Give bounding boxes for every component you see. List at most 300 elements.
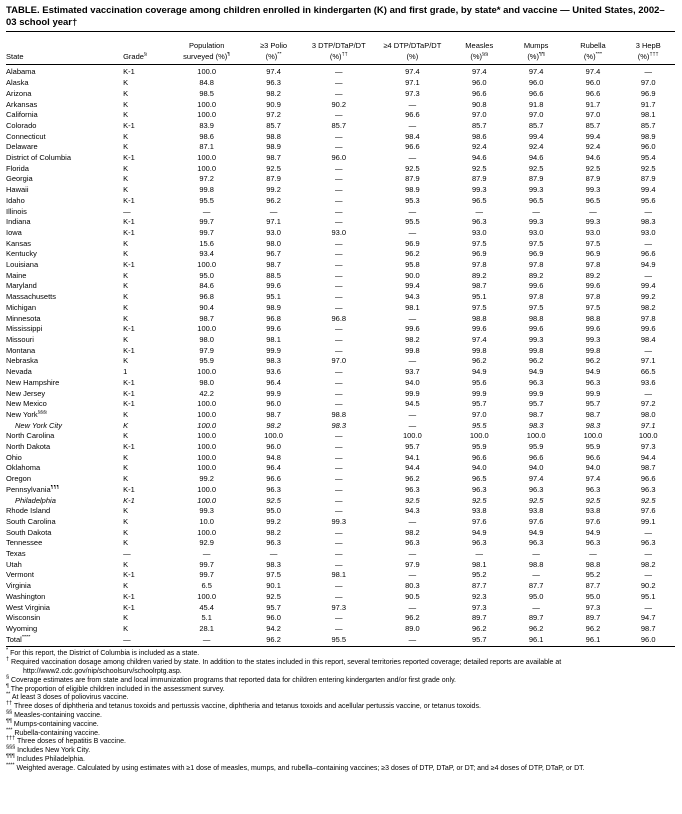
value-cell: 100.0 xyxy=(197,420,217,430)
state-name: Oklahoma xyxy=(6,463,41,473)
value-cell: — xyxy=(335,238,343,248)
value-cell: 97.8 xyxy=(640,313,656,323)
value-cell: 100.0 xyxy=(197,399,217,409)
state-name: Montana xyxy=(6,345,36,355)
value-cell: 96.5 xyxy=(528,195,544,205)
column-header: (%)†† xyxy=(304,52,374,65)
value-cell: 98.8 xyxy=(266,131,281,141)
table-row xyxy=(6,249,675,260)
value-cell: — xyxy=(335,442,343,452)
grade-cell: K xyxy=(123,142,129,152)
value-cell: 98.0 xyxy=(199,334,214,344)
table-row xyxy=(6,378,675,389)
value-cell: 95.5 xyxy=(405,217,420,227)
table-row xyxy=(6,613,675,624)
value-cell: 6.5 xyxy=(201,581,212,591)
value-cell: 94.7 xyxy=(640,613,656,623)
value-cell: 98.7 xyxy=(266,153,281,163)
grade-cell: K xyxy=(123,463,129,473)
grade-cell: K-1 xyxy=(123,324,135,334)
table-row xyxy=(6,164,675,175)
value-cell: 96.2 xyxy=(405,249,420,259)
value-cell: 100.0 xyxy=(197,442,217,452)
value-cell: 98.2 xyxy=(405,334,420,344)
value-cell: 93.4 xyxy=(199,249,214,259)
value-cell: 92.5 xyxy=(471,163,487,173)
value-cell: 96.0 xyxy=(266,613,281,623)
table-row xyxy=(6,517,675,528)
column-header-top: Rubella xyxy=(580,41,606,50)
value-cell: 95.2 xyxy=(585,570,601,580)
footnote-marker: **** xyxy=(6,762,15,769)
value-cell: — xyxy=(532,549,540,559)
value-cell: 96.0 xyxy=(471,78,487,88)
value-cell: 99.8 xyxy=(405,345,420,355)
value-cell: 96.6 xyxy=(405,110,420,120)
table-row xyxy=(6,314,675,325)
value-cell: 95.1 xyxy=(266,292,281,302)
footnote-marker: ¶¶¶ xyxy=(6,753,15,760)
value-cell: 85.7 xyxy=(585,120,601,130)
value-cell: — xyxy=(644,388,652,398)
state-name: Florida xyxy=(6,163,29,173)
state-name: Alaska xyxy=(6,78,29,88)
value-cell: 87.9 xyxy=(585,174,601,184)
state-name: Vermont xyxy=(6,570,34,580)
value-cell: 97.0 xyxy=(585,110,601,120)
value-cell: 95.9 xyxy=(585,442,601,452)
value-cell: 45.4 xyxy=(199,602,214,612)
table-row xyxy=(6,196,675,207)
table-row xyxy=(6,271,675,282)
grade-cell: K xyxy=(123,516,129,526)
value-cell: 96.0 xyxy=(585,78,601,88)
value-cell: 87.9 xyxy=(471,174,487,184)
value-cell: 97.0 xyxy=(331,356,347,366)
value-cell: — xyxy=(335,559,343,569)
grade-cell: K xyxy=(123,623,129,633)
state-name: New Jersey xyxy=(6,388,46,398)
value-cell: 97.3 xyxy=(585,602,601,612)
value-cell: — xyxy=(644,270,652,280)
value-cell: — xyxy=(335,334,343,344)
table-row xyxy=(6,110,675,121)
value-cell: — xyxy=(408,356,417,366)
value-cell: 89.7 xyxy=(471,613,487,623)
value-cell: 93.0 xyxy=(585,227,601,237)
value-cell: 96.5 xyxy=(471,474,487,484)
grade-cell: K xyxy=(123,292,129,302)
value-cell: 96.3 xyxy=(528,484,544,494)
table-row xyxy=(6,89,675,100)
value-cell: 100.0 xyxy=(469,431,489,441)
value-cell: — xyxy=(335,110,343,120)
state-name: Rhode Island xyxy=(6,506,51,516)
state-name: Maine xyxy=(6,270,27,280)
value-cell: 85.7 xyxy=(528,120,544,130)
table-row xyxy=(6,303,675,314)
value-cell: 94.5 xyxy=(405,399,420,409)
value-cell: 96.0 xyxy=(528,78,544,88)
column-header-top: Mumps xyxy=(523,41,549,50)
value-cell: — xyxy=(335,591,343,601)
value-cell: — xyxy=(408,549,417,559)
value-cell: 96.2 xyxy=(405,613,420,623)
footnote: ¶¶¶ Includes Philadelphia. xyxy=(6,753,85,763)
table-body xyxy=(6,65,675,647)
footnote-marker: * xyxy=(6,648,9,655)
table-row xyxy=(6,335,675,346)
footnote-marker: § xyxy=(6,674,10,681)
value-cell: 89.2 xyxy=(585,270,601,280)
value-cell: — xyxy=(644,206,652,216)
value-cell: 96.9 xyxy=(528,249,544,259)
value-cell: — xyxy=(335,495,343,505)
value-cell: 96.6 xyxy=(585,452,601,462)
grade-cell: K-1 xyxy=(123,217,135,227)
value-cell: 96.6 xyxy=(528,452,544,462)
footnote-marker: *** xyxy=(595,51,603,58)
state-name: South Carolina xyxy=(6,516,56,526)
value-cell: 90.4 xyxy=(199,302,214,312)
value-cell: 98.7 xyxy=(585,409,601,419)
value-cell: 28.1 xyxy=(199,623,214,633)
table-row xyxy=(6,78,675,89)
footnote: ¶¶ Mumps-containing vaccine. xyxy=(6,718,99,728)
value-cell: — xyxy=(644,527,652,537)
value-cell: 92.5 xyxy=(266,495,281,505)
value-cell: 87.9 xyxy=(405,174,420,184)
value-cell: — xyxy=(335,474,343,484)
value-cell: 97.1 xyxy=(405,78,420,88)
value-cell: 97.5 xyxy=(528,238,544,248)
value-cell: 100.0 xyxy=(197,431,217,441)
value-cell: 95.0 xyxy=(585,591,601,601)
state-name: Delaware xyxy=(6,142,38,152)
footnote-marker: ¶¶ xyxy=(538,51,545,58)
value-cell: 96.3 xyxy=(585,484,601,494)
value-cell: 98.3 xyxy=(528,420,544,430)
value-cell: 99.6 xyxy=(585,281,601,291)
value-cell: 100.0 xyxy=(197,409,217,419)
value-cell: — xyxy=(644,549,652,559)
grade-cell: K xyxy=(123,99,129,109)
value-cell: — xyxy=(644,345,652,355)
state-name: Nebraska xyxy=(6,356,39,366)
value-cell: 96.7 xyxy=(266,249,281,259)
value-cell: 96.6 xyxy=(471,452,487,462)
value-cell: 85.7 xyxy=(266,120,281,130)
value-cell: 88.5 xyxy=(266,270,281,280)
value-cell: 97.4 xyxy=(585,474,601,484)
value-cell: 100.0 xyxy=(197,67,217,77)
value-cell: 99.4 xyxy=(528,131,544,141)
value-cell: 96.4 xyxy=(266,377,281,387)
table-row xyxy=(6,496,675,507)
value-cell: 99.6 xyxy=(528,324,544,334)
table-row xyxy=(6,603,675,614)
table-row xyxy=(6,399,675,410)
value-cell: 95.0 xyxy=(266,506,281,516)
value-cell: — xyxy=(408,420,417,430)
value-cell: 96.6 xyxy=(585,88,601,98)
value-cell: 92.4 xyxy=(585,142,601,152)
value-cell: — xyxy=(335,527,343,537)
value-cell: — xyxy=(475,549,483,559)
state-name: Kentucky xyxy=(6,249,37,259)
table-row xyxy=(6,581,675,592)
value-cell: 96.6 xyxy=(405,142,420,152)
value-cell: 92.5 xyxy=(405,163,420,173)
value-cell: 92.5 xyxy=(471,495,487,505)
state-name: Hawaii xyxy=(6,185,29,195)
state-name: Massachusetts xyxy=(6,292,57,302)
value-cell: 96.3 xyxy=(471,217,487,227)
value-cell: 100.0 xyxy=(197,527,217,537)
value-cell: 95.7 xyxy=(585,399,601,409)
value-cell: — xyxy=(589,549,597,559)
grade-cell: K xyxy=(123,431,129,441)
table-row xyxy=(6,217,675,228)
grade-cell: K-1 xyxy=(123,388,135,398)
value-cell: 96.3 xyxy=(266,484,281,494)
value-cell: 96.9 xyxy=(585,249,601,259)
grade-cell: K xyxy=(123,174,129,184)
grade-cell: K xyxy=(123,613,129,623)
value-cell: 97.5 xyxy=(471,238,487,248)
value-cell: 87.9 xyxy=(266,174,281,184)
value-cell: 98.3 xyxy=(266,356,281,366)
value-cell: 85.7 xyxy=(471,120,487,130)
value-cell: 96.0 xyxy=(266,399,281,409)
value-cell: 92.5 xyxy=(640,495,656,505)
value-cell: 98.7 xyxy=(266,260,281,270)
value-cell: 95.5 xyxy=(471,420,487,430)
value-cell: 97.5 xyxy=(266,570,281,580)
value-cell: 92.5 xyxy=(266,591,281,601)
value-cell: 95.9 xyxy=(199,356,214,366)
value-cell: 85.7 xyxy=(331,120,347,130)
column-header-top: 3 DTP/DTaP/DT xyxy=(311,41,366,50)
value-cell: 99.7 xyxy=(199,227,214,237)
value-cell: 97.8 xyxy=(585,260,601,270)
value-cell: 98.2 xyxy=(266,420,281,430)
state-name: Minnesota xyxy=(6,313,41,323)
state-name: Kansas xyxy=(6,238,32,248)
value-cell: 94.9 xyxy=(528,527,544,537)
value-cell: — xyxy=(335,142,343,152)
value-cell: 93.8 xyxy=(585,506,601,516)
grade-cell: K xyxy=(123,474,129,484)
footnote: †† Three doses of diphtheria and tetanus toxoids and pertussis vaccine, diphtheria and tetanus toxoids and acellular pertussis vaccine, or tetanus toxoids. xyxy=(6,700,481,711)
value-cell: 97.0 xyxy=(471,110,487,120)
value-cell: 100.0 xyxy=(197,495,217,505)
value-cell: 87.9 xyxy=(640,174,656,184)
state-name: California xyxy=(6,110,38,120)
table-row xyxy=(6,549,675,560)
footnote-marker: *** xyxy=(6,727,13,734)
value-cell: — xyxy=(335,174,343,184)
value-cell: 97.0 xyxy=(640,78,656,88)
footnote-marker: ** xyxy=(277,51,282,58)
value-cell: 99.6 xyxy=(640,324,656,334)
value-cell: 99.3 xyxy=(528,185,544,195)
value-cell: 98.3 xyxy=(585,420,601,430)
value-cell: — xyxy=(408,409,417,419)
table-row xyxy=(6,174,675,185)
value-cell: 98.7 xyxy=(528,409,544,419)
value-cell: 93.8 xyxy=(528,506,544,516)
state-name: District of Columbia xyxy=(6,153,72,163)
table-row xyxy=(6,463,675,474)
column-header-top: Population xyxy=(188,41,225,50)
value-cell: 95.2 xyxy=(471,570,487,580)
value-cell: 99.4 xyxy=(640,185,656,195)
footnote: * For this report, the District of Columbia is included as a state. xyxy=(6,648,200,658)
column-header: (%)††† xyxy=(621,52,675,65)
value-cell: 93.8 xyxy=(471,506,487,516)
value-cell: 97.1 xyxy=(266,217,281,227)
value-cell: 100.0 xyxy=(197,324,217,334)
value-cell: — xyxy=(335,613,343,623)
grade-cell: K xyxy=(123,270,129,280)
state-name: Wisconsin xyxy=(6,613,41,623)
grade-cell: K-1 xyxy=(123,399,135,409)
value-cell: 95.7 xyxy=(266,602,281,612)
value-cell: 94.3 xyxy=(405,292,420,302)
value-cell: 98.1 xyxy=(471,559,487,569)
value-cell: 100.0 xyxy=(197,153,217,163)
value-cell: — xyxy=(335,549,343,559)
value-cell: 93.6 xyxy=(266,367,281,377)
value-cell: 93.7 xyxy=(405,367,420,377)
table-row xyxy=(6,142,675,153)
table-row xyxy=(6,421,675,432)
value-cell: — xyxy=(644,602,652,612)
value-cell: 90.1 xyxy=(266,581,281,591)
value-cell: 93.6 xyxy=(640,377,656,387)
value-cell: 97.5 xyxy=(585,302,601,312)
value-cell: 87.1 xyxy=(199,142,214,152)
grade-cell: K xyxy=(123,249,129,259)
value-cell: — xyxy=(335,292,343,302)
value-cell: 99.6 xyxy=(266,324,281,334)
value-cell: 84.8 xyxy=(199,78,214,88)
value-cell: 92.5 xyxy=(528,163,544,173)
value-cell: 96.4 xyxy=(266,463,281,473)
value-cell: 99.1 xyxy=(640,516,656,526)
grade-cell: K xyxy=(123,538,129,548)
state-name: Virginia xyxy=(6,581,31,591)
footnote-marker: §§§ xyxy=(6,744,16,751)
value-cell: — xyxy=(335,538,343,548)
column-header: (%)¶¶ xyxy=(508,52,565,65)
value-cell: 98.9 xyxy=(405,185,420,195)
value-cell: 90.5 xyxy=(405,591,420,601)
value-cell: 96.6 xyxy=(528,88,544,98)
value-cell: — xyxy=(335,302,343,312)
column-header: Grade§ xyxy=(123,52,170,65)
value-cell: 95.4 xyxy=(640,153,656,163)
table-row xyxy=(6,260,675,271)
value-cell: 100.0 xyxy=(197,99,217,109)
table-row xyxy=(6,570,675,581)
grade-cell: — xyxy=(123,549,131,559)
value-cell: 97.1 xyxy=(640,356,656,366)
grade-cell: K xyxy=(123,334,129,344)
value-cell: 98.5 xyxy=(199,88,214,98)
value-cell: — xyxy=(335,67,343,77)
table-row xyxy=(6,485,675,496)
value-cell: — xyxy=(532,602,540,612)
value-cell: 89.2 xyxy=(528,270,544,280)
state-name: Tennessee xyxy=(6,538,43,548)
table-header xyxy=(6,32,675,65)
state-name: West Virginia xyxy=(6,602,50,612)
value-cell: 94.4 xyxy=(640,452,656,462)
value-cell: 93.0 xyxy=(331,227,347,237)
footnote: §§ Measles-containing vaccine. xyxy=(6,709,103,719)
value-cell: 98.9 xyxy=(266,142,281,152)
grade-cell: K xyxy=(123,409,129,419)
grade-cell: K-1 xyxy=(123,67,135,77)
table-row xyxy=(6,324,675,335)
state-name: Pennsylvania¶¶¶ xyxy=(6,484,60,494)
grade-cell: K xyxy=(123,110,129,120)
value-cell: 99.8 xyxy=(585,345,601,355)
value-cell: 98.2 xyxy=(405,527,420,537)
value-cell: 97.2 xyxy=(640,399,656,409)
grade-cell: K xyxy=(123,581,129,591)
state-name: Arkansas xyxy=(6,99,38,109)
table-row xyxy=(6,528,675,539)
value-cell: — xyxy=(335,270,343,280)
value-cell: 99.9 xyxy=(266,345,281,355)
footnote-marker: † xyxy=(6,656,10,663)
value-cell: 42.2 xyxy=(199,388,214,398)
value-cell: 80.3 xyxy=(405,581,420,591)
value-cell: 92.4 xyxy=(528,142,544,152)
value-cell: 100.0 xyxy=(402,431,422,441)
value-cell: — xyxy=(335,431,343,441)
value-cell: 94.0 xyxy=(471,463,487,473)
grade-cell: K-1 xyxy=(123,442,135,452)
value-cell: 97.4 xyxy=(585,67,601,77)
value-cell: 96.2 xyxy=(405,474,420,484)
column-header: State xyxy=(6,52,123,65)
grade-cell: K xyxy=(123,185,129,195)
value-cell: 97.3 xyxy=(405,88,420,98)
value-cell: — xyxy=(335,131,343,141)
footnote: ††† Three doses of hepatitis B vaccine. xyxy=(6,736,126,746)
state-name: South Dakota xyxy=(6,527,52,537)
grade-cell: K xyxy=(123,238,129,248)
state-name: Maryland xyxy=(6,281,37,291)
grade-cell: K-1 xyxy=(123,260,135,270)
value-cell: 96.8 xyxy=(199,292,214,302)
value-cell: 98.1 xyxy=(405,302,420,312)
table-row xyxy=(6,367,675,378)
grade-cell: K xyxy=(123,420,129,430)
value-cell: 10.0 xyxy=(199,516,214,526)
value-cell: — xyxy=(170,635,244,647)
value-cell: 15.6 xyxy=(199,238,214,248)
value-cell: 98.9 xyxy=(640,131,656,141)
value-cell: — xyxy=(374,635,451,647)
table-row xyxy=(6,228,675,239)
value-cell: 99.2 xyxy=(266,516,281,526)
value-cell: 96.3 xyxy=(405,484,420,494)
